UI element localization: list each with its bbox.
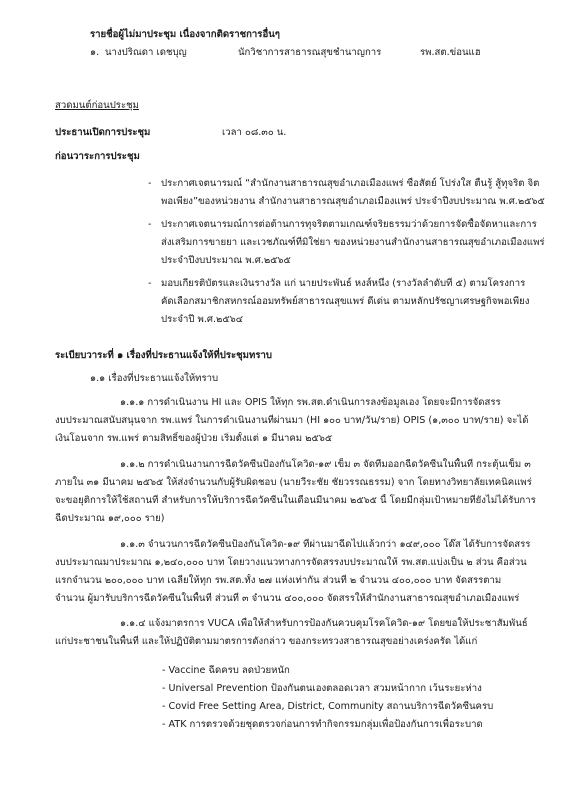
vuca-item: - Universal Prevention ป้องกันตนเองตลอดเวลา สวมหน้ากาก เว้นระยะห่าง [162, 683, 482, 694]
paragraph-line: ๑.๑.๒ การดำเนินงานการฉีดวัคซีนป้องกันโควิด-๑๙ เข็ม ๓ จัดทีมออกฉีดวัคซีนในพื้นที่ กระตุ้นเข็ม ๓ [120, 459, 531, 470]
vuca-item: - ATK การตรวจด้วยชุดตรวจก่อนการทำกิจกรรมกลุ่มเพื่อป้องกันการเพื่อระบาด [162, 719, 483, 730]
bullet-item [148, 177, 561, 213]
paragraph-line: งบประมาณมาประมาณ ๑,๒๔๐,๐๐๐ บาท โดยวางแนวทางการจัดสรรงบประมาณให้ รพ.สต.แบ่งเป็น ๒ ส่วน คือส่วน [55, 557, 527, 568]
paragraph-1-1-2 [55, 458, 561, 530]
paragraph-line: ๑.๑.๓ จำนวนการฉีดวัคซีนป้องกันโควิด-๑๙ ที่ผ่านมาฉีดไปแล้วกว่า ๑๔๙,๐๐๐ โด๊ส ได้รับการจัดสรร [120, 539, 531, 550]
bullet-dash: - [148, 219, 152, 230]
absent-name: นางปริณดา เดชบุญ [105, 47, 187, 58]
agenda-1-heading: ระเบียบวาระที่ ๑ เรื่องที่ประธานแจ้งให้ที่ประชุมทราบ [55, 350, 272, 361]
bullet-line: ประจำปีงบประมาณ พ.ศ.๒๕๖๕ [161, 255, 291, 266]
absent-office: รพ.สต.ข่อนแฮ [420, 47, 481, 58]
bullet-line: ประจำปี พ.ศ.๒๕๖๔ [161, 314, 243, 325]
bullet-line: คัดเลือกสมาชิกสหกรณ์ออมทรัพย์สาธารณสุขแพร่ ดีเด่น ตามหลักปรัชญาเศรษฐกิจพอเพียง [161, 296, 530, 307]
bullet-line: ส่งเสริมการขายยา และเวชภัณฑ์ที่มิใช่ยา ของหน่วยงานสำนักงานสาธารณสุขอำเภอเมืองแพร่ [161, 237, 545, 248]
bullet-line: มอบเกียรติบัตรและเงินรางวัล แก่ นายประพันธ์ หงส์หนึ่ง (รางวัลลำดับที่ ๕) ตามโครงการ [161, 278, 526, 289]
before-agenda-heading: ก่อนวาระการประชุม [55, 151, 140, 162]
paragraph-line: ฉีดประมาณ ๑๙,๐๐๐ ราย) [55, 513, 165, 524]
paragraph-1-1-4 [55, 617, 561, 653]
bullet-item [148, 218, 561, 272]
paragraph-line: งบประมาณสนับสนุนจาก รพ.แพร่ ในการดำเนินงานที่ผ่านมา (HI ๑๐๐ บาท/วัน/ราย) OPIS (๑,๓๐๐ บาท/ราย) จะได้ [55, 415, 529, 426]
section-1-1-heading: ๑.๑ เรื่องที่ประธานแจ้งให้ทราบ [90, 373, 219, 384]
vuca-item: - Vaccine ฉีดครบ ลดป่วยหนัก [162, 665, 290, 676]
bullet-line: พอเพียง”ของหน่วยงาน สำนักงานสาธารณสุขอำเภอเมืองแพร่ ประจำปีงบประมาณ พ.ศ.๒๕๖๕ [161, 196, 545, 207]
absent-position: นักวิชาการสาธารณสุขชำนาญการ [238, 47, 382, 58]
paragraph-line: แก่ประชาชนในพื้นที่ และให้ปฏิบัติตามมาตรการดังกล่าว ของกระทรวงสาธารณสุขอย่างเคร่งครัด ได้แก่ [55, 636, 478, 647]
bullet-dash: - [148, 178, 152, 189]
paragraph-line: จำนวน ผู้มารับบริการฉีดวัคซีนในพื้นที่ ส่วนที่ ๓ จำนวน ๔๐๐,๐๐๐ จัดสรรให้สำนักงานสาธารณสุขอำเภอเมืองแพร่ [55, 593, 520, 604]
opening-time: เวลา ๐๘.๓๐ น. [222, 127, 287, 138]
paragraph-line: จะขอยุติการให้ใช้สถานที่ สำหรับการให้บริการฉีดวัคซีนในเดือนมีนาคม ๒๕๖๕ นี้ โดยมีกลุ่มเป้าหมายที่ยังไม่ได้รับการ [55, 495, 536, 506]
vuca-item: - Covid Free Setting Area, District, Community สถานบริการฉีดวัคซีนครบ [162, 701, 494, 712]
paragraph-line: ภายใน ๓๑ มีนาคม ๒๕๖๕ ให้ส่งจำนวนกับผู้รับผิดชอบ (นายวีระชัย ชัยวรรณธรรม) จาก โดยทางวิทยาลัยเทคนิคแพร่ [55, 477, 532, 488]
paragraph-line: เงินโอนจาก รพ.แพร่ ตามสิทธิ์ของผู้ป่วย เริ่มตั้งแต่ ๑ มีนาคม ๒๕๖๕ [55, 433, 333, 444]
bullet-item [148, 277, 561, 331]
bullet-line: ประกาศเจตนารมณ์ “สำนักงานสาธารณสุขอำเภอเมืองแพร่ ซื่อสัตย์ โปร่งใส ตื่นรู้ สู้ทุจริต จิต [161, 178, 540, 189]
absent-heading: รายชื่อผู้ไม่มาประชุม เนื่องจากติดราชการอื่นๆ [90, 29, 280, 40]
bullet-line: ประกาศเจตนารมณ์การต่อต้านการทุจริตตามเกณฑ์จริยธรรมว่าด้วยการจัดซื้อจัดหาและการ [161, 219, 537, 230]
bullet-list [148, 177, 561, 331]
pre-meeting-heading: สวดมนต์ก่อนประชุม [55, 100, 139, 111]
paragraph-1-1-1 [55, 396, 561, 450]
absent-number: ๑. [90, 47, 100, 58]
bullet-dash: - [148, 278, 152, 289]
paragraph-line: แรกจำนวน ๒๐๐,๐๐๐ บาท เฉลี่ยให้ทุก รพ.สต.ทั้ง ๒๗ แห่งเท่ากัน ส่วนที่ ๒ จำนวน ๔๐๐,๐๐๐ บาท จัดสรรตาม [55, 575, 502, 586]
opening-label: ประธานเปิดการประชุม [55, 127, 151, 138]
paragraph-line: ๑.๑.๔ แจ้งมาตรการ VUCA เพื่อให้สำหรับการป้องกันควบคุมโรคโควิด-๑๙ โดยขอให้ประชาสัมพันธ์ [120, 618, 528, 629]
vuca-list [162, 664, 552, 736]
paragraph-1-1-3 [55, 538, 561, 610]
paragraph-line: ๑.๑.๑ การดำเนินงาน HI และ OPIS ให้ทุก รพ.สต.ดำเนินการลงข้อมูลเอง โดยจะมีการจัดสรร [120, 397, 501, 408]
